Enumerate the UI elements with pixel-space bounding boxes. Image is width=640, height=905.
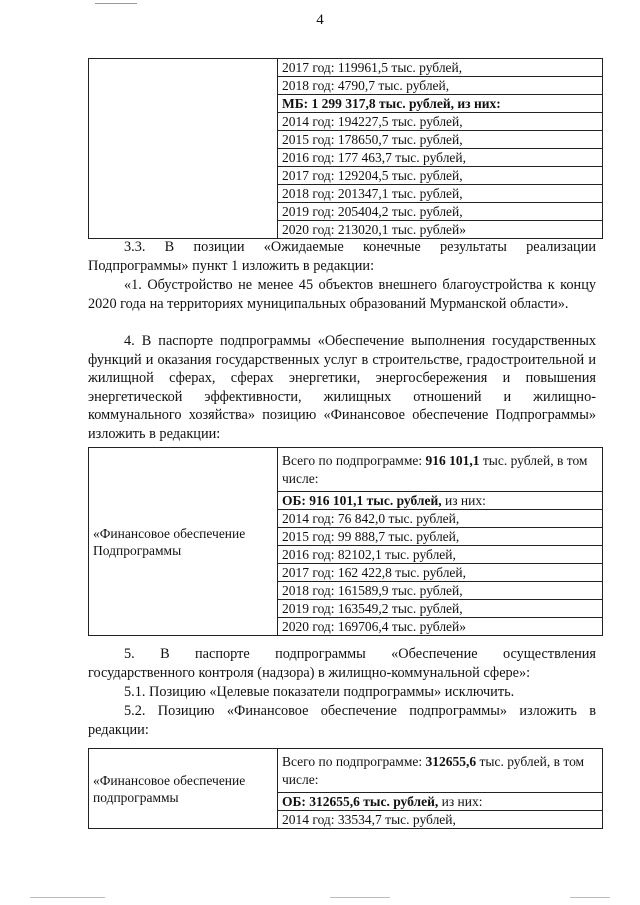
financing-label-cell — [89, 749, 278, 829]
financing-label: «Финансовое обеспечение подпрограммы — [93, 772, 246, 805]
financing-label-cell — [89, 448, 278, 636]
total-suffix: тыс. рублей, в том числе: — [282, 754, 585, 787]
table-row: 2019 год: 205404,2 тыс. рублей, — [278, 203, 603, 221]
table-row: 2014 год: 76 842,0 тыс. рублей, — [278, 510, 603, 528]
paragraph-3-3-item: «1. Обустройство не менее 45 объектов внешнего благоустройства к концу 2020 года на территориях муниципальных образований Мурманской области». — [88, 277, 596, 312]
table-row-mb-total — [278, 95, 603, 113]
table-row: 2018 год: 161589,9 тыс. рублей, — [278, 582, 603, 600]
ob-suffix: из них: — [441, 493, 486, 508]
continuation-table — [88, 58, 603, 239]
total-value: 312655,6 — [425, 754, 477, 769]
ob-label: ОБ: 312655,6 тыс. рублей, — [282, 794, 439, 809]
ob-suffix: из них: — [438, 794, 483, 809]
empty-left-cell — [89, 59, 278, 239]
page-number: 4 — [316, 12, 324, 28]
table-row: 2019 год: 163549,2 тыс. рублей, — [278, 600, 603, 618]
table-row: 2018 год: 4790,7 тыс. рублей, — [278, 77, 603, 95]
table-row: 2016 год: 177 463,7 тыс. рублей, — [278, 149, 603, 167]
paragraph-3-3: 3.3. В позиции «Ожидаемые конечные результаты реализации Подпрограммы» пункт 1 изложить в редакции: — [88, 239, 596, 274]
total-prefix: Всего по подпрограмме: — [282, 453, 426, 468]
financing-table-1 — [88, 447, 603, 636]
paragraph-5-2: 5.2. Позицию «Финансовое обеспечение подпрограммы» изложить в редакции: — [88, 703, 596, 738]
total-value: 916 101,1 — [425, 453, 480, 468]
table-row: 2020 год: 213020,1 тыс. рублей» — [278, 221, 603, 239]
table-row: 2014 год: 33534,7 тыс. рублей, — [278, 811, 603, 829]
paragraph-5-1: 5.1. Позицию «Целевые показатели подпрограммы» исключить. — [124, 684, 515, 700]
financing-total-cell — [278, 749, 603, 793]
table-row: 2016 год: 82102,1 тыс. рублей, — [278, 546, 603, 564]
scan-artifact-line — [30, 897, 105, 898]
ob-label: ОБ: 916 101,1 тыс. рублей, — [282, 493, 442, 508]
scan-artifact-line — [95, 3, 137, 4]
total-prefix: Всего по подпрограмме: — [282, 754, 426, 769]
total-suffix: тыс. рублей, в том числе: — [282, 453, 588, 486]
table-row: 2018 год: 201347,1 тыс. рублей, — [278, 185, 603, 203]
table-row: 2020 год: 169706,4 тыс. рублей» — [278, 618, 603, 636]
scan-artifact-line — [570, 897, 610, 898]
financing-total-cell — [278, 448, 603, 492]
table-row: 2017 год: 129204,5 тыс. рублей, — [278, 167, 603, 185]
table-row: 2015 год: 178650,7 тыс. рублей, — [278, 131, 603, 149]
table-row: 2017 год: 119961,5 тыс. рублей, — [278, 59, 603, 77]
table-row: 2015 год: 99 888,7 тыс. рублей, — [278, 528, 603, 546]
financing-label: «Финансовое обеспечение Подпрограммы — [93, 525, 246, 558]
mb-total-text: МБ: 1 299 317,8 тыс. рублей, из них: — [282, 96, 501, 111]
scan-artifact-line — [330, 897, 390, 898]
financing-table-2 — [88, 748, 603, 829]
paragraph-4: 4. В паспорте подпрограммы «Обеспечение выполнения государственных функций и оказания государственных услуг в строительстве, градостроительной и жилищной сферах, сферах энергетики, энергосбережения и повышения энергетической эффективности, жилищных отношений и жилищно-коммунального хозяйства» позицию «Финансовое обеспечение Подпрограммы» изложить в редакции: — [88, 333, 596, 442]
ob-row — [278, 492, 603, 510]
ob-row — [278, 793, 603, 811]
table-row: 2014 год: 194227,5 тыс. рублей, — [278, 113, 603, 131]
table-row: 2017 год: 162 422,8 тыс. рублей, — [278, 564, 603, 582]
paragraph-5: 5. В паспорте подпрограммы «Обеспечение осуществления государственного контроля (надзора) в жилищно-коммунальной сфере»: — [88, 646, 596, 681]
